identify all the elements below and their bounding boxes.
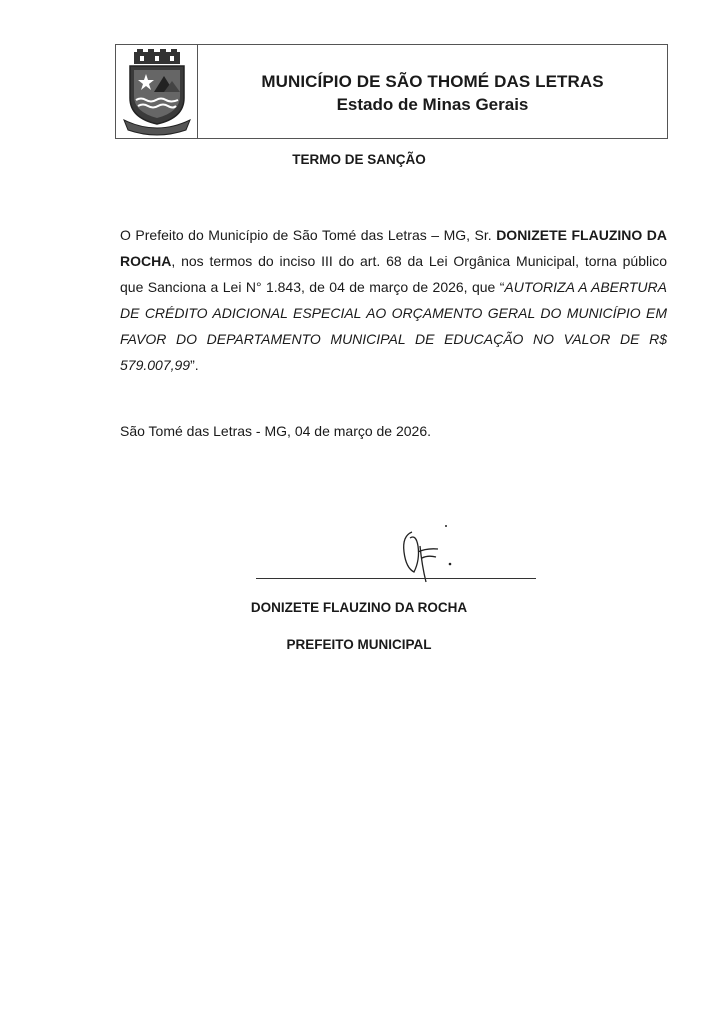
body-middle: , nos termos do inciso III do art. 68 da Lei Orgânica Municipal, torna público que Sanciona a Lei N° 1.843, de 04 de março de 2026, que “ <box>120 253 667 295</box>
letterhead-text <box>198 72 667 115</box>
handwritten-signature-icon <box>392 522 462 584</box>
signature-line <box>256 578 536 579</box>
municipality-title: MUNICÍPIO DE SÃO THOMÉ DAS LETRAS <box>261 72 604 91</box>
municipal-coat-of-arms-icon <box>120 48 194 136</box>
state-subtitle: Estado de Minas Gerais <box>336 95 529 114</box>
mayor-name: DONIZETE FLAUZINO DA ROCHA <box>120 227 667 269</box>
seal-cell <box>116 45 198 138</box>
document-title: TERMO DE SANÇÃO <box>292 152 426 167</box>
body-intro: O Prefeito do Município de São Tomé das Letras – MG, Sr. <box>120 227 497 243</box>
law-subject: AUTORIZA A ABERTURA DE CRÉDITO ADICIONAL ESPECIAL AO ORÇAMENTO GERAL DO MUNICÍPIO EM FAVOR DO DEPARTAMENTO MUNICIPAL DE EDUCAÇÃO NO VALOR DE R$ 579.007,99 <box>120 279 667 373</box>
signer-role: PREFEITO MUNICIPAL <box>286 637 432 652</box>
signer-name: DONIZETE FLAUZINO DA ROCHA <box>250 600 468 615</box>
letterhead <box>115 44 668 139</box>
body-paragraph <box>120 222 667 378</box>
place-and-date: São Tomé das Letras - MG, 04 de março de 2026. <box>120 423 432 439</box>
body-end: ”. <box>190 357 199 373</box>
